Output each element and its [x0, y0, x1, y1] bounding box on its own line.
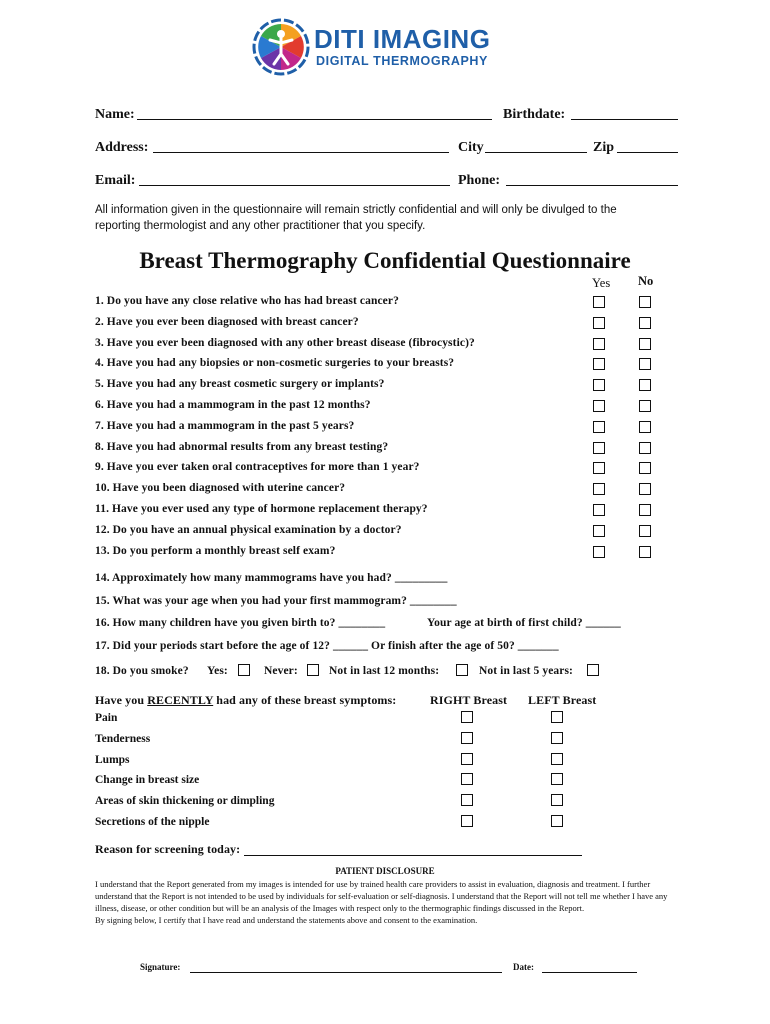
- date-label: Date:: [513, 962, 534, 972]
- question-7-yes-checkbox[interactable]: [593, 421, 605, 433]
- symptom-left-checkbox[interactable]: [551, 732, 563, 744]
- question-13: 13. Do you perform a monthly breast self exam?: [95, 545, 336, 557]
- symptom-left-checkbox[interactable]: [551, 815, 563, 827]
- email-field[interactable]: [139, 185, 450, 186]
- city-field[interactable]: [485, 152, 587, 153]
- disclosure-consent: By signing below, I certify that I have read and understand the statements above and consent to the examination.: [95, 915, 478, 925]
- smoke-yes-label: Yes:: [207, 665, 228, 677]
- signature-label: Signature:: [140, 962, 181, 972]
- question-9: 9. Have you ever taken oral contraceptives for more than 1 year?: [95, 461, 420, 473]
- zip-field[interactable]: [617, 152, 678, 153]
- phone-field[interactable]: [506, 185, 678, 186]
- question-4: 4. Have you had any biopsies or non-cosmetic surgeries to your breasts?: [95, 357, 455, 369]
- question-1-yes-checkbox[interactable]: [593, 296, 605, 308]
- symptom-right-checkbox[interactable]: [461, 732, 473, 744]
- symptom-left-checkbox[interactable]: [551, 753, 563, 765]
- symptom-left-checkbox[interactable]: [551, 794, 563, 806]
- symptom-item: Lumps: [95, 754, 130, 766]
- symptom-left-checkbox[interactable]: [551, 773, 563, 785]
- question-8: 8. Have you had abnormal results from any breast testing?: [95, 441, 389, 453]
- symptom-item: Tenderness: [95, 733, 151, 745]
- question-11: 11. Have you ever used any type of hormone replacement therapy?: [95, 503, 428, 515]
- zip-label: Zip: [593, 140, 615, 155]
- smoke-never-checkbox[interactable]: [307, 664, 319, 676]
- question-9-no-checkbox[interactable]: [639, 462, 651, 474]
- birthdate-field[interactable]: [571, 119, 678, 120]
- symptoms-heading-emphasis: RECENTLY: [147, 693, 214, 707]
- question-6-yes-checkbox[interactable]: [593, 400, 605, 412]
- question-13-no-checkbox[interactable]: [639, 546, 651, 558]
- question-10-no-checkbox[interactable]: [639, 483, 651, 495]
- question-6-no-checkbox[interactable]: [639, 400, 651, 412]
- question-1: 1. Do you have any close relative who has had breast cancer?: [95, 295, 399, 307]
- question-8-no-checkbox[interactable]: [639, 442, 651, 454]
- question-5-yes-checkbox[interactable]: [593, 379, 605, 391]
- question-15: 15. What was your age when you had your first mammogram? ________: [95, 595, 457, 607]
- question-16: 16. How many children have you given birth to? ________: [95, 617, 386, 629]
- name-field[interactable]: [137, 119, 492, 120]
- smoke-never-label: Never:: [264, 665, 298, 677]
- smoke-not12-label: Not in last 12 months:: [329, 665, 440, 677]
- question-4-yes-checkbox[interactable]: [593, 358, 605, 370]
- question-7-no-checkbox[interactable]: [639, 421, 651, 433]
- question-5: 5. Have you had any breast cosmetic surgery or implants?: [95, 378, 385, 390]
- question-16-first-child-age: Your age at birth of first child? ______: [427, 617, 621, 629]
- address-field[interactable]: [153, 152, 449, 153]
- brand-tagline: DIGITAL THERMOGRAPHY: [316, 54, 488, 68]
- smoke-yes-checkbox[interactable]: [238, 664, 250, 676]
- question-10-yes-checkbox[interactable]: [593, 483, 605, 495]
- reason-field[interactable]: [244, 855, 582, 856]
- symptoms-heading: [95, 693, 396, 708]
- symptoms-heading-pre: Have you: [95, 693, 145, 707]
- question-13-yes-checkbox[interactable]: [593, 546, 605, 558]
- question-5-no-checkbox[interactable]: [639, 379, 651, 391]
- smoke-not12-checkbox[interactable]: [456, 664, 468, 676]
- symptom-right-checkbox[interactable]: [461, 773, 473, 785]
- smoke-not5-checkbox[interactable]: [587, 664, 599, 676]
- question-8-yes-checkbox[interactable]: [593, 442, 605, 454]
- page-title: Breast Thermography Confidential Questionnaire: [139, 248, 631, 273]
- symptom-right-checkbox[interactable]: [461, 815, 473, 827]
- symptom-item: Areas of skin thickening or dimpling: [95, 795, 275, 807]
- symptom-item: Pain: [95, 712, 118, 724]
- disclosure-title: PATIENT DISCLOSURE: [335, 866, 435, 876]
- disclosure-text: [95, 878, 680, 926]
- reason-label: Reason for screening today:: [95, 842, 241, 856]
- question-12-yes-checkbox[interactable]: [593, 525, 605, 537]
- symptom-right-checkbox[interactable]: [461, 753, 473, 765]
- question-2: 2. Have you ever been diagnosed with breast cancer?: [95, 316, 359, 328]
- question-7: 7. Have you had a mammogram in the past 5 years?: [95, 420, 355, 432]
- question-9-yes-checkbox[interactable]: [593, 462, 605, 474]
- left-breast-header: LEFT Breast: [528, 693, 597, 707]
- birthdate-label: Birthdate:: [503, 107, 566, 122]
- address-label: Address:: [95, 140, 149, 155]
- question-4-no-checkbox[interactable]: [639, 358, 651, 370]
- question-11-no-checkbox[interactable]: [639, 504, 651, 516]
- question-12: 12. Do you have an annual physical examination by a doctor?: [95, 524, 402, 536]
- question-12-no-checkbox[interactable]: [639, 525, 651, 537]
- question-6: 6. Have you had a mammogram in the past 12 months?: [95, 399, 371, 411]
- phone-label: Phone:: [458, 173, 500, 188]
- date-field[interactable]: [542, 972, 637, 973]
- email-label: Email:: [95, 173, 136, 188]
- symptom-item: Change in breast size: [95, 774, 200, 786]
- question-11-yes-checkbox[interactable]: [593, 504, 605, 516]
- symptom-right-checkbox[interactable]: [461, 794, 473, 806]
- city-label: City: [458, 140, 484, 155]
- symptom-right-checkbox[interactable]: [461, 711, 473, 723]
- brand-name: DITI IMAGING: [314, 24, 491, 54]
- signature-field[interactable]: [190, 972, 502, 973]
- disclosure-paragraph: I understand that the Report generated from my images is intended for use by trained health care providers to assist in evaluation, diagnosis and treatment. I further understand that the Report is not intended to be used by individuals for self-evaluation or self-diagnosis. I understand that the Report will not tell me whether I have any illness, disease, or other condition but will be an analysis of the Images with respect only to the thermographic findings discussed in the Report.: [95, 879, 668, 913]
- question-1-no-checkbox[interactable]: [639, 296, 651, 308]
- question-18-label: 18. Do you smoke?: [95, 665, 189, 677]
- symptoms-heading-post: had any of these breast symptoms:: [216, 693, 397, 707]
- question-3: 3. Have you ever been diagnosed with any other breast disease (fibrocystic)?: [95, 337, 475, 349]
- question-17: 17. Did your periods start before the age of 12? ______ Or finish after the age of 50? _______: [95, 640, 559, 652]
- question-2-yes-checkbox[interactable]: [593, 317, 605, 329]
- question-3-no-checkbox[interactable]: [639, 338, 651, 350]
- yes-column-header: Yes: [592, 276, 611, 290]
- question-3-yes-checkbox[interactable]: [593, 338, 605, 350]
- question-14: 14. Approximately how many mammograms have you had? _________: [95, 572, 448, 584]
- no-column-header: No: [638, 274, 654, 288]
- confidentiality-notice: All information given in the questionnaire will remain strictly confidential and will only be divulged to the reporting thermologist and any other practitioner that you specify.: [95, 204, 617, 232]
- smoke-not5-label: Not in last 5 years:: [479, 665, 573, 677]
- name-label: Name:: [95, 107, 135, 122]
- logo-emblem-icon: [250, 16, 312, 78]
- right-breast-header: RIGHT Breast: [430, 693, 508, 707]
- symptom-item: Secretions of the nipple: [95, 816, 210, 828]
- question-10: 10. Have you been diagnosed with uterine cancer?: [95, 482, 346, 494]
- question-2-no-checkbox[interactable]: [639, 317, 651, 329]
- symptom-left-checkbox[interactable]: [551, 711, 563, 723]
